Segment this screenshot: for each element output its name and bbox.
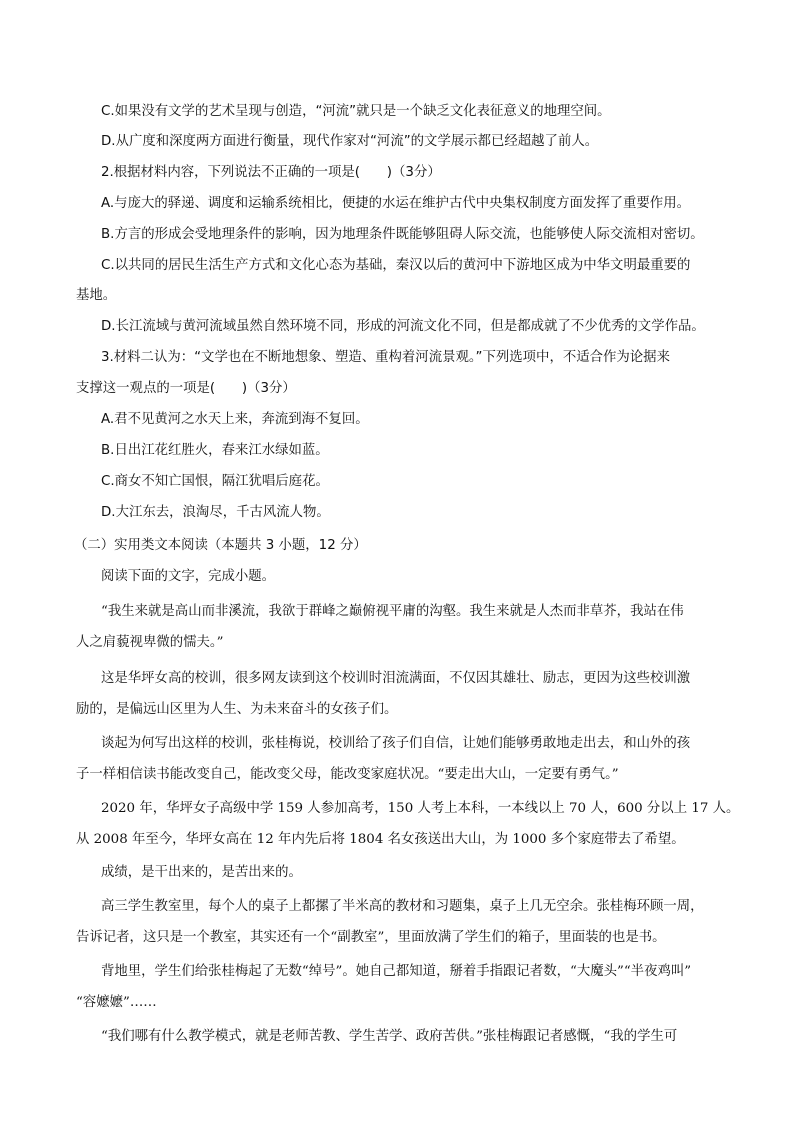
q1-option-d[interactable]: D.从广度和深度两方面进行衡量，现代作家对“河流”的文学展示都已经超越了前人。 bbox=[101, 134, 599, 149]
q3-option-a[interactable]: A.君不见黄河之水天上来，奔流到海不复回。 bbox=[101, 412, 369, 427]
q2-option-b[interactable]: B.方言的形成会受地理条件的影响，因为地理条件既能够阻碍人际交流，也能够使人际交流相对密切。 bbox=[101, 227, 704, 242]
passage-line: 这是华坪女高的校训，很多网友读到这个校训时泪流满面，不仅因其雄壮、励志，更因为这些校训激 bbox=[101, 671, 691, 686]
passage-line: 励的，是偏远山区里为人生、为未来奋斗的女孩子们。 bbox=[76, 702, 398, 717]
passage-line: “我生来就是高山而非溪流，我欲于群峰之巅俯视平庸的沟壑。我生来就是人杰而非草芥，我站在伟 bbox=[101, 604, 684, 619]
q3-stem-continuation: 支撑这一观点的一项是( )（3分） bbox=[76, 381, 296, 396]
section-heading: （二）实用类文本阅读（本题共 3 小题，12 分） bbox=[74, 538, 367, 553]
q3-option-b[interactable]: B.日出江花红胜火，春来江水绿如蓝。 bbox=[101, 443, 329, 458]
q2-stem: 2.根据材料内容，下列说法不正确的一项是( )（3分） bbox=[101, 165, 441, 180]
q1-option-c[interactable]: C.如果没有文学的艺术呈现与创造，“河流”就只是一个缺乏文化表征意义的地理空间。 bbox=[101, 104, 611, 119]
q3-option-c[interactable]: C.商女不知亡国恨，隔江犹唱后庭花。 bbox=[101, 474, 329, 489]
passage-line: 从 2008 年至今，华坪女高在 12 年内先后将 1804 名女孩送出大山，为 1000 多个家庭带去了希望。 bbox=[76, 832, 685, 847]
passage-line: “我们哪有什么教学模式，就是老师苦教、学生苦学、政府苦供。”张桂梅跟记者感慨，“我的学生可 bbox=[101, 1029, 678, 1044]
q2-option-c[interactable]: C.以共同的居民生活生产方式和文化心态为基础，秦汉以后的黄河中下游地区成为中华文明最重要的 bbox=[101, 258, 691, 273]
passage-line: 成绩，是干出来的，是苦出来的。 bbox=[101, 865, 302, 880]
passage-line: 高三学生教室里，每个人的桌子上都摞了半米高的教材和习题集，桌子上几无空余。张桂梅环顾一周， bbox=[101, 899, 704, 914]
q3-option-d[interactable]: D.大江东去，浪淘尽，千古风流人物。 bbox=[101, 505, 330, 520]
passage-line: “容嬷嬷”…… bbox=[76, 995, 157, 1010]
passage-line: 告诉记者，这只是一个教室，其实还有一个“副教室”，里面放满了学生们的箱子，里面装的也是书。 bbox=[76, 930, 666, 945]
passage-line: 子一样相信读书能改变自己，能改变父母，能改变家庭状况。“要走出大山，一定要有勇气。” bbox=[76, 767, 619, 782]
q2-option-a[interactable]: A.与庞大的驿递、调度和运输系统相比，便捷的水运在维护古代中央集权制度方面发挥了重要作用。 bbox=[101, 196, 690, 211]
q2-option-d[interactable]: D.长江流域与黄河流域虽然自然环境不同，形成的河流文化不同，但是都成就了不少优秀的文学作品。 bbox=[101, 319, 705, 334]
passage-line: 谈起为何写出这样的校训，张桂梅说，校训给了孩子们自信，让她们能够勇敢地走出去，和山外的孩 bbox=[101, 736, 691, 751]
reading-instruction: 阅读下面的文字，完成小题。 bbox=[101, 569, 276, 584]
q3-stem: 3.材料二认为：“文学也在不断地想象、塑造、重构着河流景观。”下列选项中，不适合作为论据来 bbox=[101, 350, 670, 365]
q2-option-c-continuation[interactable]: 基地。 bbox=[76, 288, 117, 303]
passage-line: 背地里，学生们给张桂梅起了无数“绰号”。她自己都知道，掰着手指跟记者数，“大魔头”“半夜鸡叫” bbox=[101, 964, 692, 979]
passage-line: 2020 年，华坪女子高级中学 159 人参加高考，150 人考上本科，一本线以上 70 人，600 分以上 17 人。 bbox=[101, 801, 740, 816]
passage-line: 人之肩藐视卑微的懦夫。” bbox=[76, 635, 224, 650]
